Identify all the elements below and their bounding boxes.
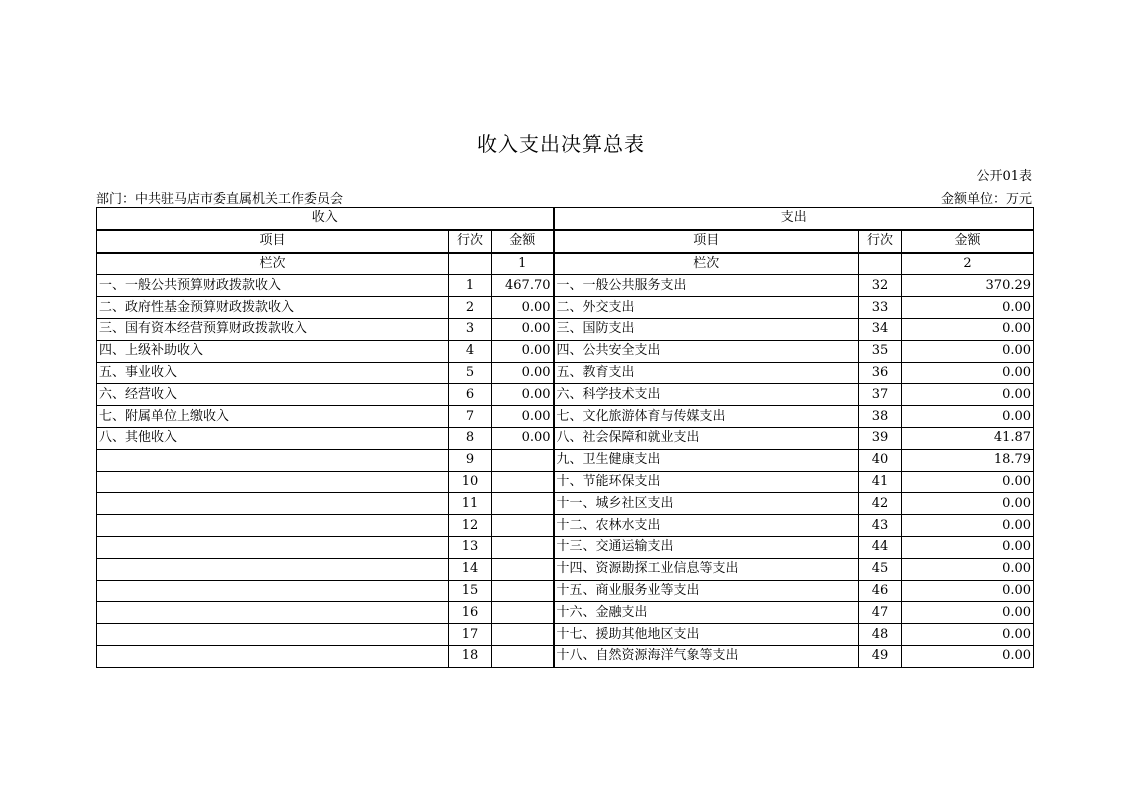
expense-amount-cell: 0.00 bbox=[902, 297, 1034, 319]
income-item-cell bbox=[97, 602, 449, 624]
income-amount-cell bbox=[492, 624, 554, 646]
table-row bbox=[97, 297, 1034, 319]
income-amount-cell bbox=[492, 558, 554, 580]
expense-amount-cell: 0.00 bbox=[902, 602, 1034, 624]
expense-amount-cell: 370.29 bbox=[902, 275, 1034, 297]
expense-row-no-cell: 47 bbox=[859, 602, 902, 624]
income-item-cell bbox=[97, 645, 449, 667]
income-item-cell bbox=[97, 536, 449, 558]
income-column-no-value: 1 bbox=[492, 253, 554, 275]
expense-item-cell: 十二、农林水支出 bbox=[554, 515, 859, 537]
expense-item-cell: 十六、金融支出 bbox=[554, 602, 859, 624]
expense-item-cell: 七、文化旅游体育与传媒支出 bbox=[554, 406, 859, 428]
expense-item-cell: 十四、资源勘探工业信息等支出 bbox=[554, 558, 859, 580]
income-item-cell: 七、附属单位上缴收入 bbox=[97, 406, 449, 428]
expense-amount-cell: 0.00 bbox=[902, 471, 1034, 493]
expense-amount-cell: 41.87 bbox=[902, 427, 1034, 449]
income-row-no-cell: 3 bbox=[449, 318, 492, 340]
expense-amount-cell: 0.00 bbox=[902, 558, 1034, 580]
column-number-row bbox=[97, 253, 1034, 275]
expense-item-cell: 十八、自然资源海洋气象等支出 bbox=[554, 645, 859, 667]
expense-row-no-cell: 44 bbox=[859, 536, 902, 558]
income-amount-cell: 0.00 bbox=[492, 340, 554, 362]
expense-column-no-blank bbox=[859, 253, 902, 275]
expense-row-no-cell: 40 bbox=[859, 449, 902, 471]
table-row bbox=[97, 318, 1034, 340]
income-item-cell bbox=[97, 449, 449, 471]
expense-row-no-cell: 39 bbox=[859, 427, 902, 449]
expense-amount-cell: 0.00 bbox=[902, 493, 1034, 515]
table-row bbox=[97, 624, 1034, 646]
income-amount-cell: 0.00 bbox=[492, 362, 554, 384]
income-amount-cell bbox=[492, 449, 554, 471]
income-item-cell: 六、经营收入 bbox=[97, 384, 449, 406]
table-row bbox=[97, 340, 1034, 362]
column-header-row bbox=[97, 230, 1034, 253]
expense-section-header: 支出 bbox=[554, 208, 1034, 230]
income-row-no-cell: 14 bbox=[449, 558, 492, 580]
income-item-cell bbox=[97, 515, 449, 537]
table-row bbox=[97, 493, 1034, 515]
expense-row-no-cell: 32 bbox=[859, 275, 902, 297]
income-item-cell: 四、上级补助收入 bbox=[97, 340, 449, 362]
income-row-no-cell: 8 bbox=[449, 427, 492, 449]
expense-row-no-cell: 41 bbox=[859, 471, 902, 493]
expense-row-no-cell: 34 bbox=[859, 318, 902, 340]
income-row-no-cell: 18 bbox=[449, 645, 492, 667]
expense-column-no-label: 栏次 bbox=[554, 253, 859, 275]
income-row-no-cell: 1 bbox=[449, 275, 492, 297]
expense-amount-cell: 0.00 bbox=[902, 624, 1034, 646]
table-row bbox=[97, 275, 1034, 297]
expense-row-no-cell: 33 bbox=[859, 297, 902, 319]
expense-row-no-cell: 49 bbox=[859, 645, 902, 667]
expense-amount-cell: 0.00 bbox=[902, 318, 1034, 340]
income-amount-cell: 0.00 bbox=[492, 297, 554, 319]
section-header-row bbox=[97, 208, 1034, 230]
income-row-no-cell: 17 bbox=[449, 624, 492, 646]
income-row-no-cell: 6 bbox=[449, 384, 492, 406]
expense-amount-cell: 0.00 bbox=[902, 515, 1034, 537]
income-item-cell bbox=[97, 624, 449, 646]
income-amount-cell: 0.00 bbox=[492, 384, 554, 406]
expense-item-cell: 五、教育支出 bbox=[554, 362, 859, 384]
expense-amount-cell: 18.79 bbox=[902, 449, 1034, 471]
income-row-no-cell: 15 bbox=[449, 580, 492, 602]
table-row bbox=[97, 471, 1034, 493]
expense-item-cell: 八、社会保障和就业支出 bbox=[554, 427, 859, 449]
expense-amount-cell: 0.00 bbox=[902, 580, 1034, 602]
form-number: 公开01表 bbox=[976, 169, 1032, 184]
expense-row-no-cell: 43 bbox=[859, 515, 902, 537]
table-row bbox=[97, 536, 1034, 558]
expense-column-no-value: 2 bbox=[902, 253, 1034, 275]
expense-row-no-cell: 37 bbox=[859, 384, 902, 406]
table-row bbox=[97, 384, 1034, 406]
amount-unit-label: 金额单位：万元 bbox=[940, 192, 1032, 207]
income-row-no-cell: 13 bbox=[449, 536, 492, 558]
expense-item-cell: 六、科学技术支出 bbox=[554, 384, 859, 406]
income-row-no-cell: 5 bbox=[449, 362, 492, 384]
expense-row-no-cell: 35 bbox=[859, 340, 902, 362]
expense-item-cell: 十三、交通运输支出 bbox=[554, 536, 859, 558]
income-item-cell: 二、政府性基金预算财政拨款收入 bbox=[97, 297, 449, 319]
income-expense-table bbox=[96, 207, 1034, 668]
table-row bbox=[97, 406, 1034, 428]
table-row bbox=[97, 515, 1034, 537]
income-row-no-cell: 9 bbox=[449, 449, 492, 471]
income-row-no-cell: 11 bbox=[449, 493, 492, 515]
income-row-no-cell: 4 bbox=[449, 340, 492, 362]
expense-item-cell: 十一、城乡社区支出 bbox=[554, 493, 859, 515]
expense-row-no-cell: 48 bbox=[859, 624, 902, 646]
income-column-no-blank bbox=[449, 253, 492, 275]
income-item-cell: 一、一般公共预算财政拨款收入 bbox=[97, 275, 449, 297]
income-amount-cell bbox=[492, 602, 554, 624]
income-row-no-cell: 12 bbox=[449, 515, 492, 537]
income-item-cell: 三、国有资本经营预算财政拨款收入 bbox=[97, 318, 449, 340]
expense-amount-header: 金额 bbox=[902, 230, 1034, 253]
expense-item-header: 项目 bbox=[554, 230, 859, 253]
expense-item-cell: 十、节能环保支出 bbox=[554, 471, 859, 493]
income-item-cell: 八、其他收入 bbox=[97, 427, 449, 449]
expense-row-no-cell: 42 bbox=[859, 493, 902, 515]
table-row bbox=[97, 580, 1034, 602]
expense-item-cell: 十七、援助其他地区支出 bbox=[554, 624, 859, 646]
income-item-cell bbox=[97, 558, 449, 580]
expense-amount-cell: 0.00 bbox=[902, 645, 1034, 667]
income-item-cell bbox=[97, 493, 449, 515]
expense-amount-cell: 0.00 bbox=[902, 406, 1034, 428]
table-row bbox=[97, 645, 1034, 667]
table-row bbox=[97, 602, 1034, 624]
income-item-cell: 五、事业收入 bbox=[97, 362, 449, 384]
income-amount-cell bbox=[492, 493, 554, 515]
expense-item-cell: 十五、商业服务业等支出 bbox=[554, 580, 859, 602]
expense-item-cell: 二、外交支出 bbox=[554, 297, 859, 319]
expense-row-no-cell: 38 bbox=[859, 406, 902, 428]
department-label: 部门：中共驻马店市委直属机关工作委员会 bbox=[96, 192, 344, 207]
income-amount-cell bbox=[492, 580, 554, 602]
income-row-no-header: 行次 bbox=[449, 230, 492, 253]
expense-row-no-cell: 46 bbox=[859, 580, 902, 602]
income-item-cell bbox=[97, 580, 449, 602]
income-amount-cell: 0.00 bbox=[492, 406, 554, 428]
income-item-header: 项目 bbox=[97, 230, 449, 253]
income-amount-cell: 0.00 bbox=[492, 318, 554, 340]
table-row bbox=[97, 558, 1034, 580]
expense-item-cell: 三、国防支出 bbox=[554, 318, 859, 340]
income-amount-cell bbox=[492, 471, 554, 493]
income-column-no-label: 栏次 bbox=[97, 253, 449, 275]
income-row-no-cell: 16 bbox=[449, 602, 492, 624]
expense-row-no-cell: 36 bbox=[859, 362, 902, 384]
income-amount-cell bbox=[492, 515, 554, 537]
income-amount-cell bbox=[492, 645, 554, 667]
expense-item-cell: 四、公共安全支出 bbox=[554, 340, 859, 362]
table-row bbox=[97, 427, 1034, 449]
expense-amount-cell: 0.00 bbox=[902, 340, 1034, 362]
income-amount-header: 金额 bbox=[492, 230, 554, 253]
income-row-no-cell: 10 bbox=[449, 471, 492, 493]
income-amount-cell bbox=[492, 536, 554, 558]
expense-row-no-cell: 45 bbox=[859, 558, 902, 580]
expense-amount-cell: 0.00 bbox=[902, 362, 1034, 384]
table-row bbox=[97, 449, 1034, 471]
expense-amount-cell: 0.00 bbox=[902, 384, 1034, 406]
expense-amount-cell: 0.00 bbox=[902, 536, 1034, 558]
income-row-no-cell: 7 bbox=[449, 406, 492, 428]
expense-item-cell: 一、一般公共服务支出 bbox=[554, 275, 859, 297]
income-row-no-cell: 2 bbox=[449, 297, 492, 319]
expense-row-no-header: 行次 bbox=[859, 230, 902, 253]
income-amount-cell: 0.00 bbox=[492, 427, 554, 449]
page-title: 收入支出决算总表 bbox=[477, 132, 645, 156]
expense-item-cell: 九、卫生健康支出 bbox=[554, 449, 859, 471]
income-amount-cell: 467.70 bbox=[492, 275, 554, 297]
table-row bbox=[97, 362, 1034, 384]
income-section-header: 收入 bbox=[97, 208, 554, 230]
income-item-cell bbox=[97, 471, 449, 493]
